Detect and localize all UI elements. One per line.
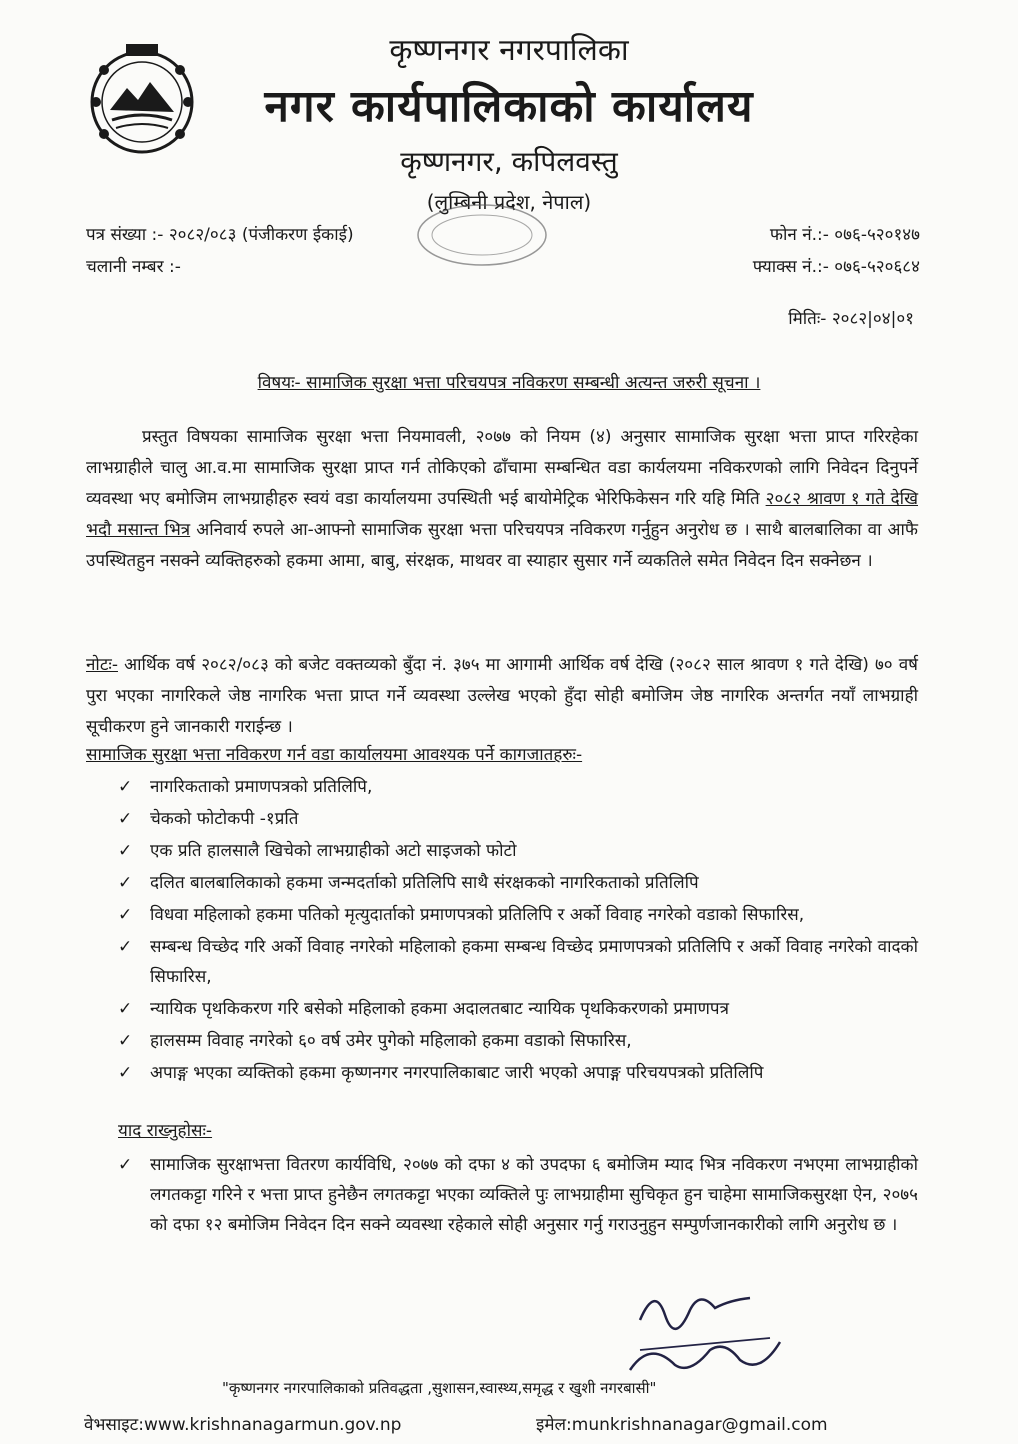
notice-paragraph — [86, 422, 918, 577]
fax-number: फ्याक्स नं.:- ०७६-५२०६८४ — [752, 257, 920, 277]
check-icon: ✓ — [118, 777, 133, 797]
phone-number: फोन नं.:- ०७६-५२०१४७ — [769, 225, 920, 245]
province-line: (लुम्बिनी प्रदेश, नेपाल) — [426, 190, 592, 214]
check-icon: ✓ — [118, 937, 133, 957]
municipality-name: कृष्णनगर नगरपालिका — [389, 33, 629, 68]
list-item: ✓ चेकको फोटोकपी -१प्रति — [118, 804, 918, 834]
dispatch-number: चलानी नम्बर :- — [86, 257, 181, 277]
documents-list — [118, 772, 918, 1090]
footer-motto: "कृष्णनगर नगरपालिकाको प्रतिवद्धता ,सुशासन,स्वास्थ्य,समृद्ध र खुशी नगरबासी" — [222, 1379, 657, 1397]
check-icon: ✓ — [118, 873, 133, 893]
office-name: नगर कार्यपालिकाको कार्यालय — [264, 81, 754, 132]
check-icon: ✓ — [118, 999, 133, 1019]
note-label: नोटः- — [86, 655, 118, 675]
note-text: आर्थिक वर्ष २०८२/०८३ को बजेट वक्तव्यको बुँदा नं. ३७५ मा आगामी आर्थिक वर्ष देखि (२०८२ साल श्रावण १ गते देखि) ७० वर्ष पुरा भएका नागरिकले जेष्ठ नागरिक भत्ता प्राप्त गर्ने व्यवस्था उल्लेख भएको हुँदा सोही बमोजिम जेष्ठ नागरिक अन्तर्गत नयाँ लाभग्राही सूचीकरण हुने जानकारी गराईन्छ । — [86, 655, 919, 737]
list-item: ✓ हालसम्म विवाह नगरेको ६० वर्ष उमेर पुगेको महिलाको हकमा वडाको सिफारिस, — [118, 1026, 918, 1056]
remember-list — [118, 1150, 918, 1242]
official-signature — [620, 1280, 800, 1390]
office-stamp — [412, 200, 552, 270]
check-icon: ✓ — [118, 841, 133, 861]
footer-website[interactable]: वेभसाइट:www.krishnanagarmun.gov.np — [84, 1415, 402, 1435]
footer-email[interactable]: इमेल:munkrishnanagar@gmail.com — [536, 1415, 828, 1435]
list-item: ✓ अपाङ्ग भएका व्यक्तिको हकमा कृष्णनगर नगरपालिकाबाट जारी भएको अपाङ्ग परिचयपत्रको प्रतिलिपि — [118, 1058, 918, 1088]
list-item: ✓ न्यायिक पृथकिकरण गरि बसेको महिलाको हकमा अदालतबाट न्यायिक पृथकिकरणको प्रमाणपत्र — [118, 994, 918, 1024]
check-icon: ✓ — [118, 905, 133, 925]
deadline-highlight: २०८२ श्रावण १ गते देखि भदौ मसान्त भित्र — [86, 489, 918, 540]
documents-heading: सामाजिक सुरक्षा भत्ता नविकरण गर्न वडा कार्यालयमा आवश्यक पर्ने कागजातहरुः- — [86, 745, 583, 765]
list-item: ✓ दलित बालबालिकाको हकमा जन्मदर्ताको प्रतिलिपि साथै संरक्षकको नागरिकताको प्रतिलिपि — [118, 868, 918, 898]
remember-heading: याद राख्नुहोसः- — [118, 1121, 213, 1141]
check-icon: ✓ — [118, 1031, 133, 1051]
list-item: ✓ सामाजिक सुरक्षाभत्ता वितरण कार्यविधि, २०७७ को दफा ४ को उपदफा ६ बमोजिम म्याद भित्र नविकरण नभएमा लाभग्राहीको लगतकट्टा गरिने र भत्ता प्राप्त हुनेछैन लगतकट्टा भएका व्यक्तिले पुः लाभग्राहीमा सुचिकृत हुन चाहेमा सामाजिकसुरक्षा ऐन, २०७५ को दफा १२ बमोजिम निवेदन दिन सक्ने व्यवस्था रहेकाले सोही अनुसार गर्नु गराउनुहुन सम्पुर्णजानकारीको लागि अनुरोध छ । — [118, 1150, 918, 1240]
note-paragraph — [86, 650, 918, 743]
check-icon: ✓ — [118, 1063, 133, 1083]
list-item: ✓ एक प्रति हालसालै खिचेको लाभग्राहीको अटो साइजको फोटो — [118, 836, 918, 866]
check-icon: ✓ — [118, 1155, 133, 1175]
list-item: ✓ नागरिकताको प्रमाणपत्रको प्रतिलिपि, — [118, 772, 918, 802]
office-location: कृष्णनगर, कपिलवस्तु — [400, 145, 618, 178]
list-item: ✓ विधवा महिलाको हकमा पतिको मृत्युदार्ताको प्रमाणपत्रको प्रतिलिपि र अर्को विवाह नगरेको वडाको सिफारिस, — [118, 900, 918, 930]
paragraph-text: प्रस्तुत विषयका सामाजिक सुरक्षा भत्ता नियमावली, २०७७ को नियम (४) अनुसार सामाजिक सुरक्षा भत्ता प्राप्त गरिरहेका लाभग्राहीले चालु आ.व.मा सामाजिक सुरक्षा प्राप्त गर्न तोकिएको ढाँचामा सम्बन्धित वडा कार्यलयमा नविकरणको लागि निवेदन दिनुपर्ने व्यवस्था भए बमोजिम लाभग्राहीहरु स्वयं वडा कार्यालयमा उपस्थिती भई बायोमेट्रिक भेरिफिकेसन गरि यहि मिति — [86, 427, 918, 509]
paragraph-text: अनिवार्य रुपले आ-आफ्नो सामाजिक सुरक्षा भत्ता परिचयपत्र नविकरण गर्नुहुन अनुरोध छ । साथै बालबालिका वा आफै उपस्थितहुन नसक्ने व्यक्तिहरुको हकमा आमा, बाबु, संरक्षक, माथवर वा स्याहार सुसार गर्ने व्यकतिले समेत निवेदन दिन सक्नेछन । — [86, 520, 919, 571]
list-item: ✓ सम्बन्ध विच्छेद गरि अर्को विवाह नगरेको महिलाको हकमा सम्बन्ध विच्छेद प्रमाणपत्रको प्रतिलिपि र अर्को विवाह नगरेको वादको सिफारिस, — [118, 932, 918, 992]
letter-number: पत्र संख्या :- २०८२/०८३ (पंजीकरण ईकाई) — [86, 225, 354, 245]
letter-date: मितिः- २०८२|०४|०१ — [788, 309, 914, 329]
check-icon: ✓ — [118, 809, 133, 829]
notice-subject: विषयः- सामाजिक सुरक्षा भत्ता परिचयपत्र नविकरण सम्बन्धी अत्यन्त जरुरी सूचना । — [257, 373, 761, 393]
